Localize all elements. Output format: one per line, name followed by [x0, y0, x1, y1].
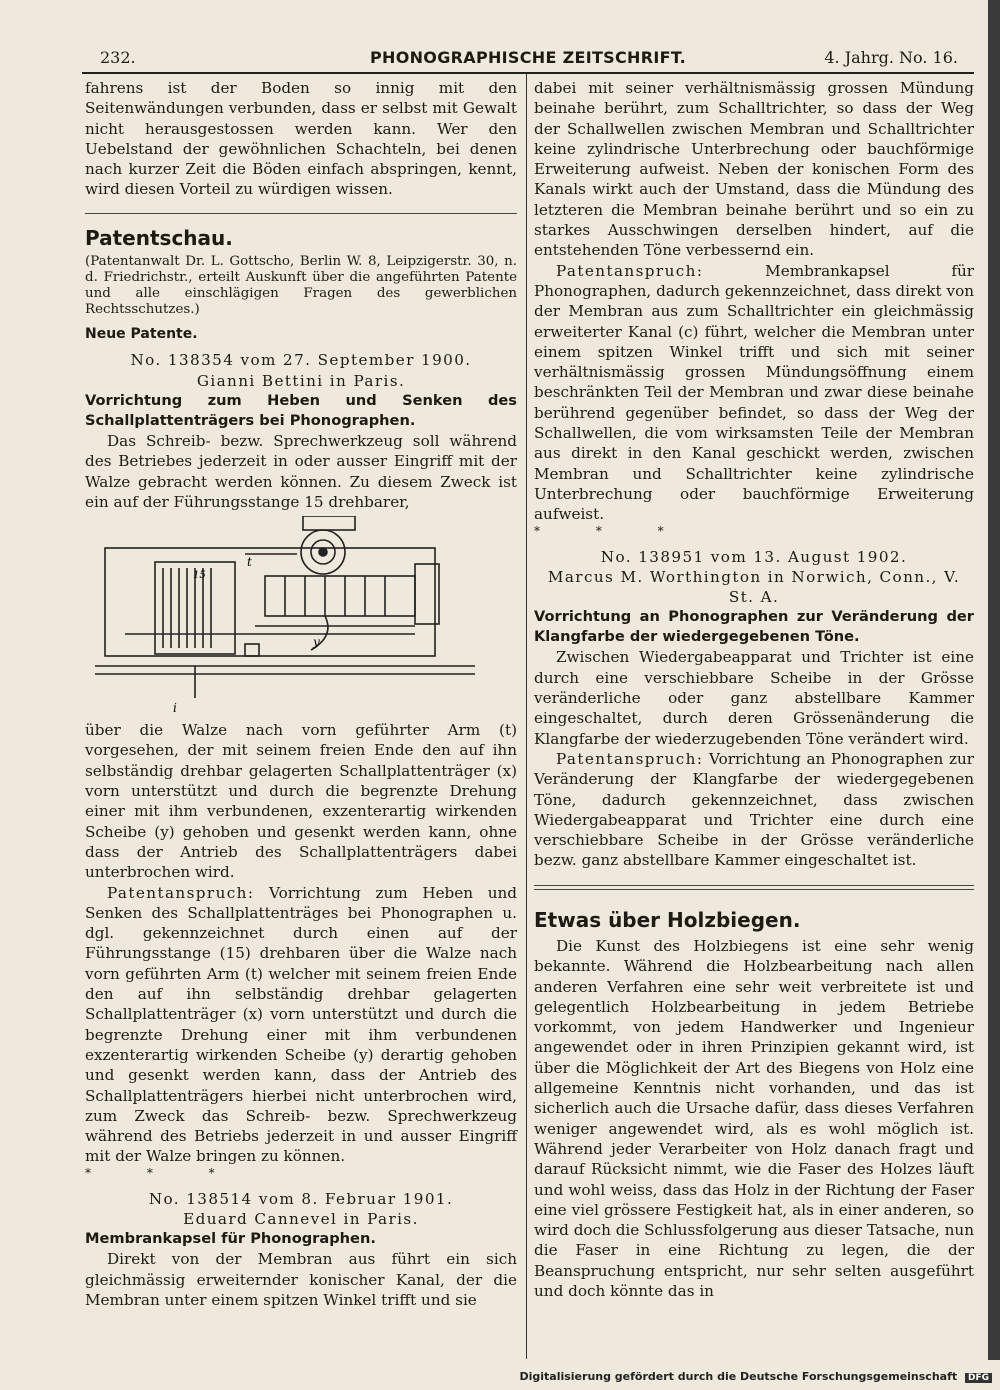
patent3-body: Zwischen Wiedergabeapparat und Trichter ist eine durch eine verschiebbare Scheibe in der Grösse veränderliche oder ganz abstellbare Kammer eingeschaltet, durch deren Grössenänderung die Klangfarbe der wiederzugebenden Töne verändert wird.: [534, 648, 974, 748]
right-column: [534, 78, 974, 1301]
figure-label-15: 15: [193, 570, 206, 582]
patent1-number: No. 138354 vom 27. September 1900.: [130, 351, 472, 370]
section-title: Patentschau.: [85, 225, 233, 250]
header-rule: [82, 72, 974, 74]
patent3-number: No. 138951 vom 13. August 1902.: [600, 547, 908, 566]
scan-edge: [988, 0, 1000, 1360]
patent-figure: [85, 516, 517, 716]
figure-label-y: y: [313, 635, 320, 650]
journal-title: PHONOGRAPHISCHE ZEITSCHRIFT.: [370, 48, 686, 67]
patent1-body-before: Das Schreib- bezw. Sprechwerkzeug soll während des Betriebes jederzeit in oder ausser Eingriff mit der Walze gebracht werden können. Zu diesem Zweck ist ein auf der Führungsstange 15 drehbarer,: [85, 431, 517, 511]
patent1-body-after: über die Walze nach vorn geführter Arm (t) vorgesehen, der mit seinem freien Ende den auf ihn selbständig drehbar gelagerten Schallplattenträger (x) vorn unterstützt und durch die begrenzte Drehung einer mit ihm verbundenen, exzenterartig wirkenden Scheibe (y) gehoben und gesenkt werden kann, ohne dass der Antrieb des Schallplattenträgers dabei unterbrochen wird.: [85, 721, 517, 882]
patent3-claim-text: Vorrichtung an Phonographen zur Veränderung der Klangfarbe der wiedergegebenen Töne, dadurch gekennzeichnet, dass zwischen Wiedergabeapparat und Trichter eine durch eine verschiebbare Scheibe in der Grösse veränderliche bezw. ganz abstellbare Kammer eingeschaltet ist.: [534, 749, 975, 870]
left-column: [85, 78, 517, 1310]
patent1-title: Vorrichtung zum Heben und Senken des Schallplattenträgers bei Phonographen.: [85, 391, 517, 429]
figure-label-t: t: [247, 555, 252, 570]
patent3-holder: Marcus M. Worthington in Norwich, Conn., V. St. A.: [547, 567, 961, 607]
patent2-continuation: dabei mit seiner verhältnismässig grossen Mündung beinahe berührt, zum Schalltrichter, so dass der Weg der Schallwellen zwischen Membran und Schalltrichter keine zylindrische Unterbrechung oder bauchförmige Erweiterung aufweist. Neben der konischen Form des Kanals wirkt auch der Umstand, dass die Mündung des letzteren die Membran beinahe berührt und so ein zu starkes Ausschwingen derselben hindert, auf die entstehenden Töne verbessernd ein.: [534, 79, 974, 260]
page-header: [84, 46, 972, 70]
phonograph-drawing: [85, 516, 517, 716]
patent2-title: Membrankapsel für Phonographen.: [85, 1230, 376, 1248]
separator-stars-right: * * *: [534, 523, 690, 538]
patent1-claim-text: Vorrichtung zum Heben und Senken des Schallplattenträges bei Phonographen u. dgl. gekennzeichnet durch einen auf der Führungsstange (15) drehbaren über die Walze nach vorn geführten Arm (t) welcher mit seinem freien Ende den auf ihn selbständig drehbar gelagerten Schallplattenträger (x) vorn unterstützt und durch die begrenzte Drehung einer mit ihm verbundenen exzenterartig wirkenden Scheibe (y) derartig gehoben und gesenkt werden kann, dass der Antrieb des Schallplattenträgers hierbei nicht unterbrochen wird, zum Zweck das Schreib- bezw. Sprechwerkzeug während des Betriebs jederzeit in und ausser Eingriff mit der Walze bringen zu können.: [85, 883, 517, 1166]
patent2-number: No. 138514 vom 8. Februar 1901.: [148, 1189, 454, 1208]
footer-text: Digitalisierung gefördert durch die Deutsche Forschungsgemeinschaft: [519, 1370, 958, 1383]
patent3-claim-label: Patentanspruch:: [556, 749, 704, 768]
footer-credit: [519, 1370, 992, 1383]
article-title: Etwas über Holzbiegen.: [534, 907, 801, 932]
section-note: (Patentanwalt Dr. L. Gottscho, Berlin W. 8, Leipzigerstr. 30, n. d. Friedrichstr., erteilt Auskunft über die angeführten Patente und alle einschlägigen Fragen des gewerblichen Rechtsschutzes.): [85, 254, 517, 318]
article-rule: [534, 885, 974, 886]
patent2-claim-label: Patentanspruch:: [556, 261, 704, 280]
patent2-body: Direkt von der Membran aus führt ein sich gleichmässig erweiternder konischer Kanal, der die Membran unter einem spitzen Winkel trifft und sie: [85, 1250, 517, 1309]
article-body: Die Kunst des Holzbiegens ist eine sehr wenig bekannte. Während die Holzbearbeitung nach allen anderen Verfahren eine sehr weit verbreitete ist und gelegentlich Holzbearbeitung in jedem Betriebe vorkommt, von jedem Handwerker und Ingenieur angewendet oder in ihren Prinzipien gekannt wird, ist über die Möglichkeit der Art des Biegens von Holz eine allgemeine Kenntnis nicht vorhanden, und das ist sicherlich auch die Ursache dafür, dass dieses Verfahren weniger angewendet wird, als es wohl möglich ist. Während jeder Verarbeiter von Holz danach fragt und darauf Rücksicht nimmt, wie die Faser des Holzes läuft und wohl weiss, dass das Holz in der Richtung der Faser eine viel grössere Festigkeit hat, als in einer anderen, so wird doch die Schlussfolgerung aus dieser Tatsache, nun die Faser in eine Richtung zu legen, die der Beanspruchung entspricht, nur sehr selten ausgeführt und doch könnte das in: [534, 936, 974, 1301]
patent1-claim-label: Patentanspruch:: [107, 883, 255, 902]
separator-stars: * * *: [85, 1165, 241, 1180]
page-number: 232.: [100, 48, 136, 67]
subsection-title: Neue Patente.: [85, 326, 198, 343]
dfg-logo: DFG: [965, 1373, 992, 1383]
column-divider: [526, 74, 527, 1359]
patent2-claim-text: Membrankapsel für Phonographen, dadurch gekennzeichnet, dass direkt von der Membran aus zum Schalltrichter ein gleichmässig erweiterter Kanal (c) führt, welcher die Membran unter einem spitzen Winkel trifft und sich mit seiner verhältnismässig grossen Mündungsöffnung einem beschränkten Teil der Membran und zwar diese beinahe berührend gegenüber befindet, so dass der Weg der Schallwellen, die vom wirksamsten Teile der Membran aus direkt in den Kanal geschickt werden, zwischen Membran und Schalltrichter keine zylindrische Unterbrechung oder bauchförmige Erweiterung aufweist.: [534, 261, 975, 524]
patent2-holder: Eduard Cannevel in Paris.: [183, 1209, 419, 1228]
intro-paragraph: fahrens ist der Boden so innig mit den Seitenwändungen verbunden, dass er selbst mit Gewalt nicht herausgestossen werden kann. Wer den Uebelstand der gewöhnlichen Schachteln, bei denen nach kurzer Zeit die Böden einfach abspringen, kennt, wird diesen Vorteil zu würdigen wissen.: [85, 79, 517, 199]
figure-label-i: i: [173, 701, 177, 716]
patent1-holder: Gianni Bettini in Paris.: [196, 371, 406, 390]
issue-info: 4. Jahrg. No. 16.: [824, 48, 958, 67]
patent3-title: Vorrichtung an Phonographen zur Veränderung der Klangfarbe der wiedergegebenen Töne.: [534, 608, 974, 646]
